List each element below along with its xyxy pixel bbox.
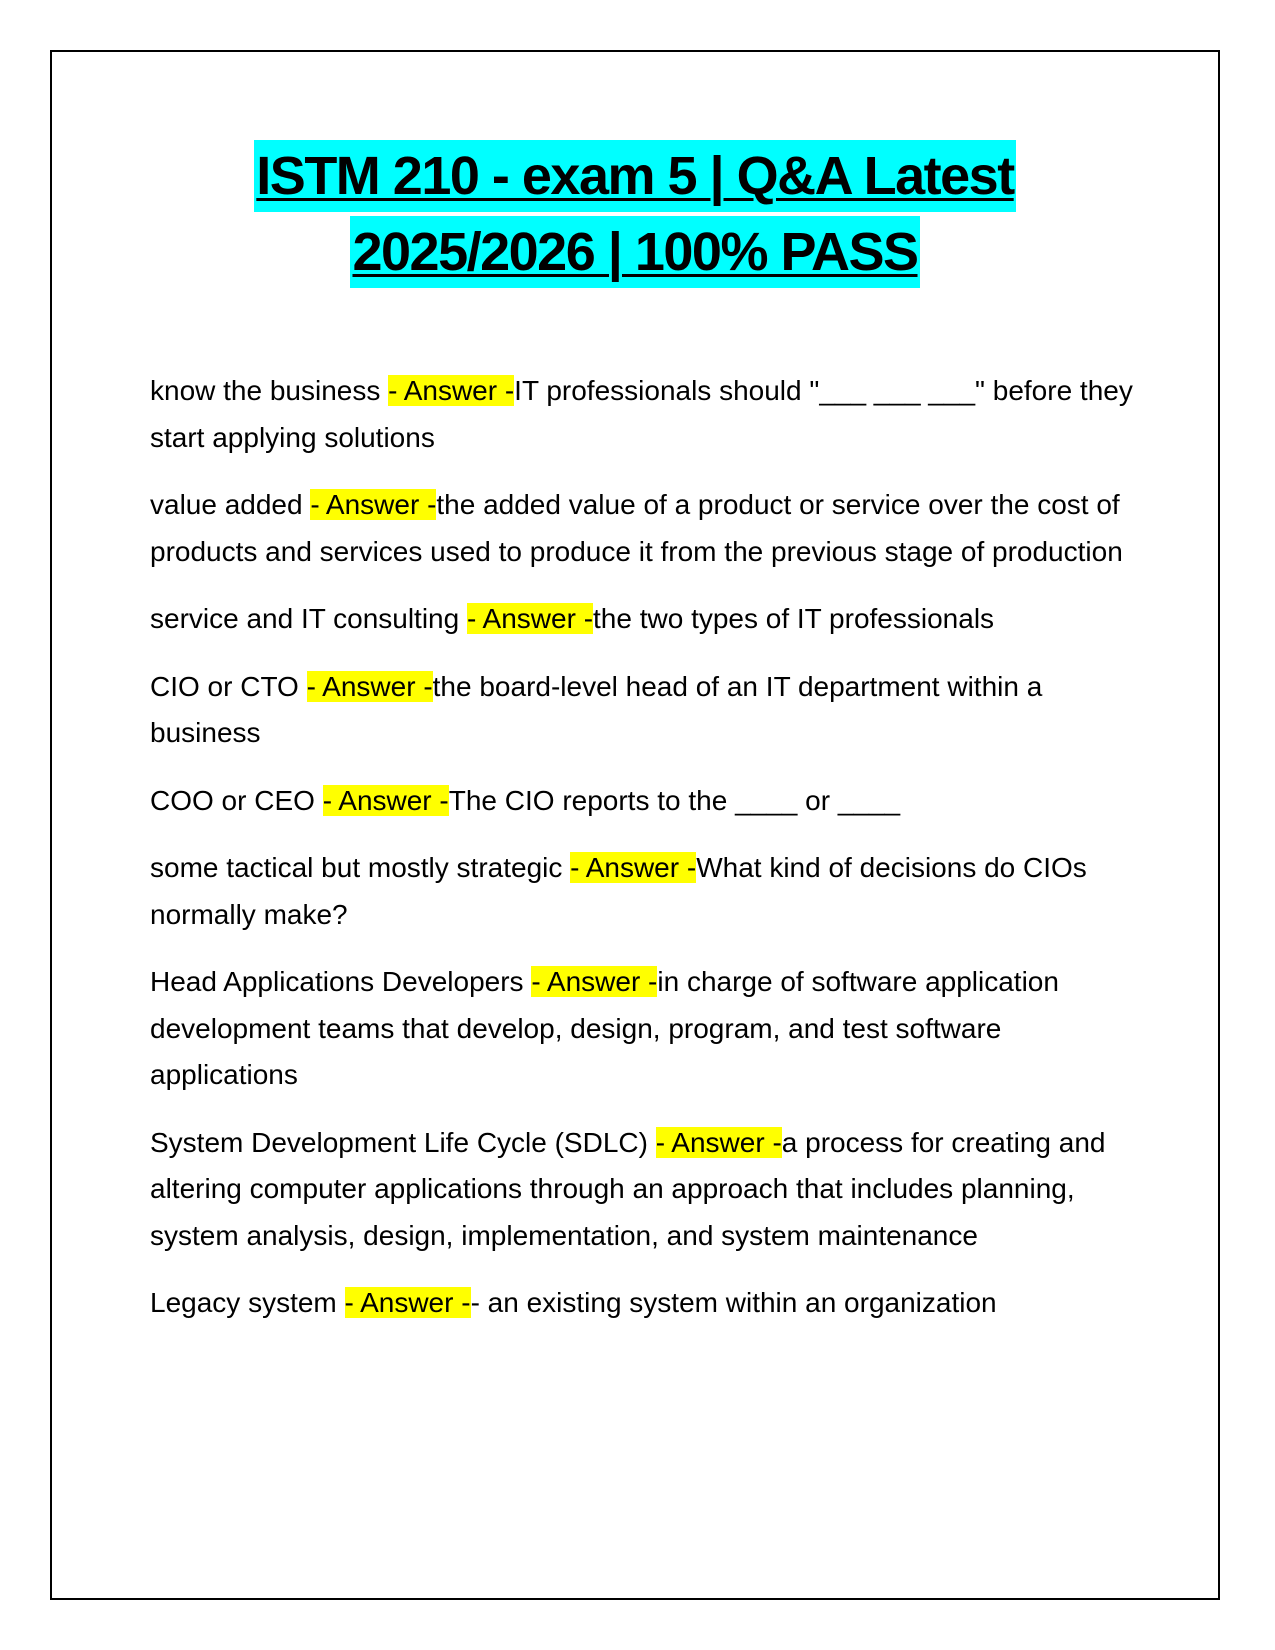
qa-item — [150, 368, 1150, 461]
qa-item — [150, 596, 1150, 643]
qa-term: CIO or CTO — [150, 670, 307, 702]
answer-marker: - Answer - — [570, 852, 697, 883]
qa-term: value added — [150, 489, 311, 520]
answer-marker: - Answer - — [655, 1126, 782, 1158]
qa-item — [150, 778, 1150, 825]
qa-term: Legacy system — [150, 1287, 345, 1318]
answer-marker: - Answer - — [344, 1287, 471, 1318]
qa-item — [150, 1280, 1150, 1327]
qa-term: know the business — [150, 375, 389, 406]
document-title — [52, 140, 1218, 292]
qa-list — [150, 368, 1150, 1348]
qa-definition: - an existing system within an organization — [470, 1287, 997, 1318]
qa-item — [150, 1120, 1150, 1260]
qa-item — [150, 845, 1150, 938]
title-line-1: ISTM 210 - exam 5 | Q&A Latest — [254, 140, 1015, 212]
answer-marker: - Answer - — [466, 603, 594, 634]
qa-item — [150, 959, 1150, 1099]
answer-marker: - Answer - — [310, 489, 437, 520]
qa-term: System Development Life Cycle (SDLC) — [150, 1126, 656, 1158]
qa-term: Head Applications Developers — [150, 966, 532, 997]
qa-definition: a process for creating and altering computer applications through an approach that includes planning, system analysis, design, implementation, and system maintenance — [150, 1126, 1106, 1251]
qa-definition: What kind of decisions do CIOs normally make? — [150, 852, 1087, 930]
answer-marker: - Answer - — [531, 966, 658, 997]
qa-term: some tactical but mostly strategic — [150, 852, 571, 883]
qa-item — [150, 664, 1150, 757]
answer-marker: - Answer - — [388, 375, 515, 406]
title-line-2: 2025/2026 | 100% PASS — [350, 216, 919, 288]
qa-definition: in charge of software application development teams that develop, design, program, and test software applications — [150, 966, 1059, 1090]
answer-marker: - Answer - — [306, 670, 433, 702]
qa-definition: IT professionals should "___ ___ ___" before they start applying solutions — [150, 375, 1133, 453]
answer-marker: - Answer - — [322, 784, 449, 816]
qa-term: service and IT consulting — [150, 603, 467, 634]
qa-term: COO or CEO — [150, 784, 323, 816]
qa-definition: The CIO reports to the ____ or ____ — [448, 784, 901, 816]
qa-definition: the added value of a product or service over the cost of products and services used to produce it from the previous stage of production — [150, 489, 1123, 567]
qa-definition: the board-level head of an IT department within a business — [150, 670, 1043, 748]
qa-item — [150, 482, 1150, 575]
qa-definition: the two types of IT professionals — [593, 603, 995, 634]
